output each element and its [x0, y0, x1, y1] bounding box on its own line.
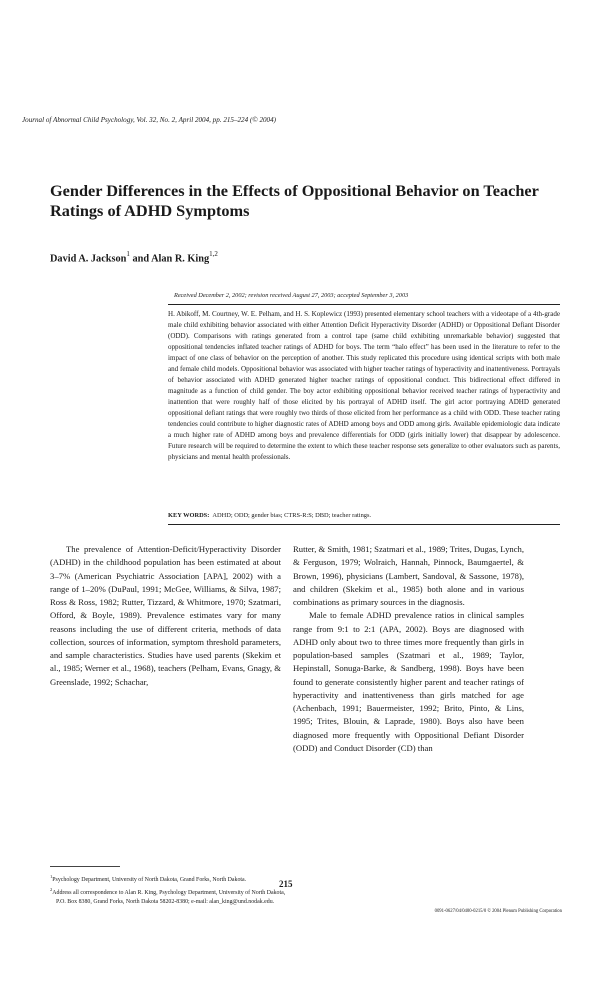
footnote-text: Address all correspondence to Alan R. King, Psychology Department, University of North Dakota, P.O. Box 8380, Grand Forks, North Dakota 58202-8380; e-mail: alan_king@und.nodak.edu. — [52, 890, 286, 906]
author-name: Alan R. King — [151, 253, 210, 265]
footnote-mark: 2 — [50, 887, 53, 893]
author-conjunction: and — [129, 253, 152, 265]
body-column-right — [293, 543, 524, 755]
body-column-left: The prevalence of Attention-Deficit/Hyperactivity Disorder (ADHD) in the childhood population has been estimated at about 3–7% (American Psychiatric Association [APA], 2002) with a range of 1–20% (DuPaul, 1991; McGee, Williams, & Silva, 1987; Ross & Ross, 1982; Rutter, Tizzard, & Whitmore, 1970; Szatmari, Offord, & Boyle, 1989). Prevalence estimates vary for many reasons including the use of different criteria, methods of data collection, sources of information, symptom threshold parameters, and sample characteristics. Studies have used parents (Skekim et al., 1985; Werner et al., 1968), teachers (Pelham, Evans, Gnagy, & Greenslade, 1992; Schachar, — [50, 544, 281, 687]
body-paragraph: Male to female ADHD prevalence ratios in clinical samples range from 9:1 to 2:1 (APA, 2002). Boys are diagnosed with ADHD only about two to three times more frequently than girls in population-based samples (Szatmari et al., 1989; Taylor, Hepinstall, Sonuga-Barke, & Sandberg, 1998). Boys have been found to generate consistently higher parent and teacher ratings of hyperactivity and inattentiveness than girls matched for age (Achenbach, 1991; Bauermeister, 1992; Brito, Pinto, & Lins, 1995; Trites, Blouin, & Laprade, 1980). Boys also have been diagnosed more frequently with Oppositional Defiant Disorder (ODD) and Conduct Disorder (CD) than — [293, 610, 524, 753]
abstract-top-rule — [168, 304, 560, 305]
footnotes — [50, 872, 286, 907]
copyright-line: 0091-0627/04/0400-0215/0 © 2004 Plenum Publishing Corporation — [434, 909, 562, 914]
author-affiliation-mark: 1,2 — [209, 250, 218, 258]
keywords-line — [168, 512, 560, 519]
body-paragraph-continued: Rutter, & Smith, 1981; Szatmari et al., 1989; Trites, Dugas, Lynch, & Ferguson, 1979; Wolraich, Hannah, Pinnock, Baumgaertel, & Brown, 1996), physicians (Lambert, Sandoval, & Sassone, 1978), and children (Skekim et al., 1985) both alone and in various combinations as primary sources in the diagnosis. — [293, 544, 524, 607]
abstract-bottom-rule — [168, 524, 560, 525]
footnote-mark: 1 — [50, 874, 53, 879]
keywords-label: KEY WORDS: — [168, 512, 210, 519]
author-affiliation-mark: 1 — [126, 250, 130, 258]
footnote-text: Psychology Department, University of North Dakota, Grand Forks, North Dakota. — [52, 876, 247, 883]
author-line — [50, 251, 218, 264]
page-number: 215 — [279, 879, 293, 889]
author-name: David A. Jackson — [50, 253, 127, 265]
abstract-text: H. Abikoff, M. Courtney, W. E. Pelham, and H. S. Koplewicz (1993) presented elementary school teachers with a videotape of a 4th-grade male child exhibiting behavior associated with either Attention Deficit Hyperactivity Disorder (ADHD) or Oppositional Defiant Disorder (ODD). Comparisons with ratings generated from a control tape (same child exhibiting unremarkable behavior) suggested that oppositional tendencies inflated teacher ratings of ADHD for boys. The term “halo effect” has been used in the literature to refer to the impact of one class of behavior on the perception of another. This study replicated this procedure using identical scripts with both male and female child models. Oppositional behavior was associated with higher teacher ratings of hyperactivity and inattentiveness. Portrayals of behavior associated with ADHD generated higher teacher ratings of oppositional conduct. This bidirectional effect differed in magnitude as a function of child gender. The boy actor exhibiting oppositional behavior received teacher ratings of hyperactivity and inattention that were roughly half of those elicited by his portrayal of ADHD itself. The girl actor portraying ADHD generated oppositional defiant ratings that were roughly two thirds of those elicited from her performance as a child with ODD. These teacher rating tendencies could contribute to higher diagnostic rates of ADHD among boys and ODD among girls. Available epidemiologic data indicate a much higher rate of ADHD among boys and prevalence differentials for ODD (girls initially lower) that disappear by adolescence. Future research will be required to determine the extent to which these teacher response sets generalize to other evaluators such as parents, physicians and mental health professionals. — [168, 310, 560, 461]
received-dates: Received December 2, 2002; revision received August 27, 2003; accepted September 3, 2003 — [174, 292, 409, 299]
article-title: Gender Differences in the Effects of Oppositional Behavior on Teacher Ratings of ADHD Symptoms — [50, 181, 539, 220]
footnote-2 — [50, 885, 286, 907]
keywords-list: ADHD; ODD; gender bias; CTRS-R:S; DBD; teacher ratings. — [212, 512, 372, 519]
journal-citation-line: Journal of Abnormal Child Psychology, Vol. 32, No. 2, April 2004, pp. 215–224 (© 2004) — [22, 116, 276, 124]
footnote-1 — [50, 872, 286, 885]
footnote-rule — [50, 866, 120, 867]
